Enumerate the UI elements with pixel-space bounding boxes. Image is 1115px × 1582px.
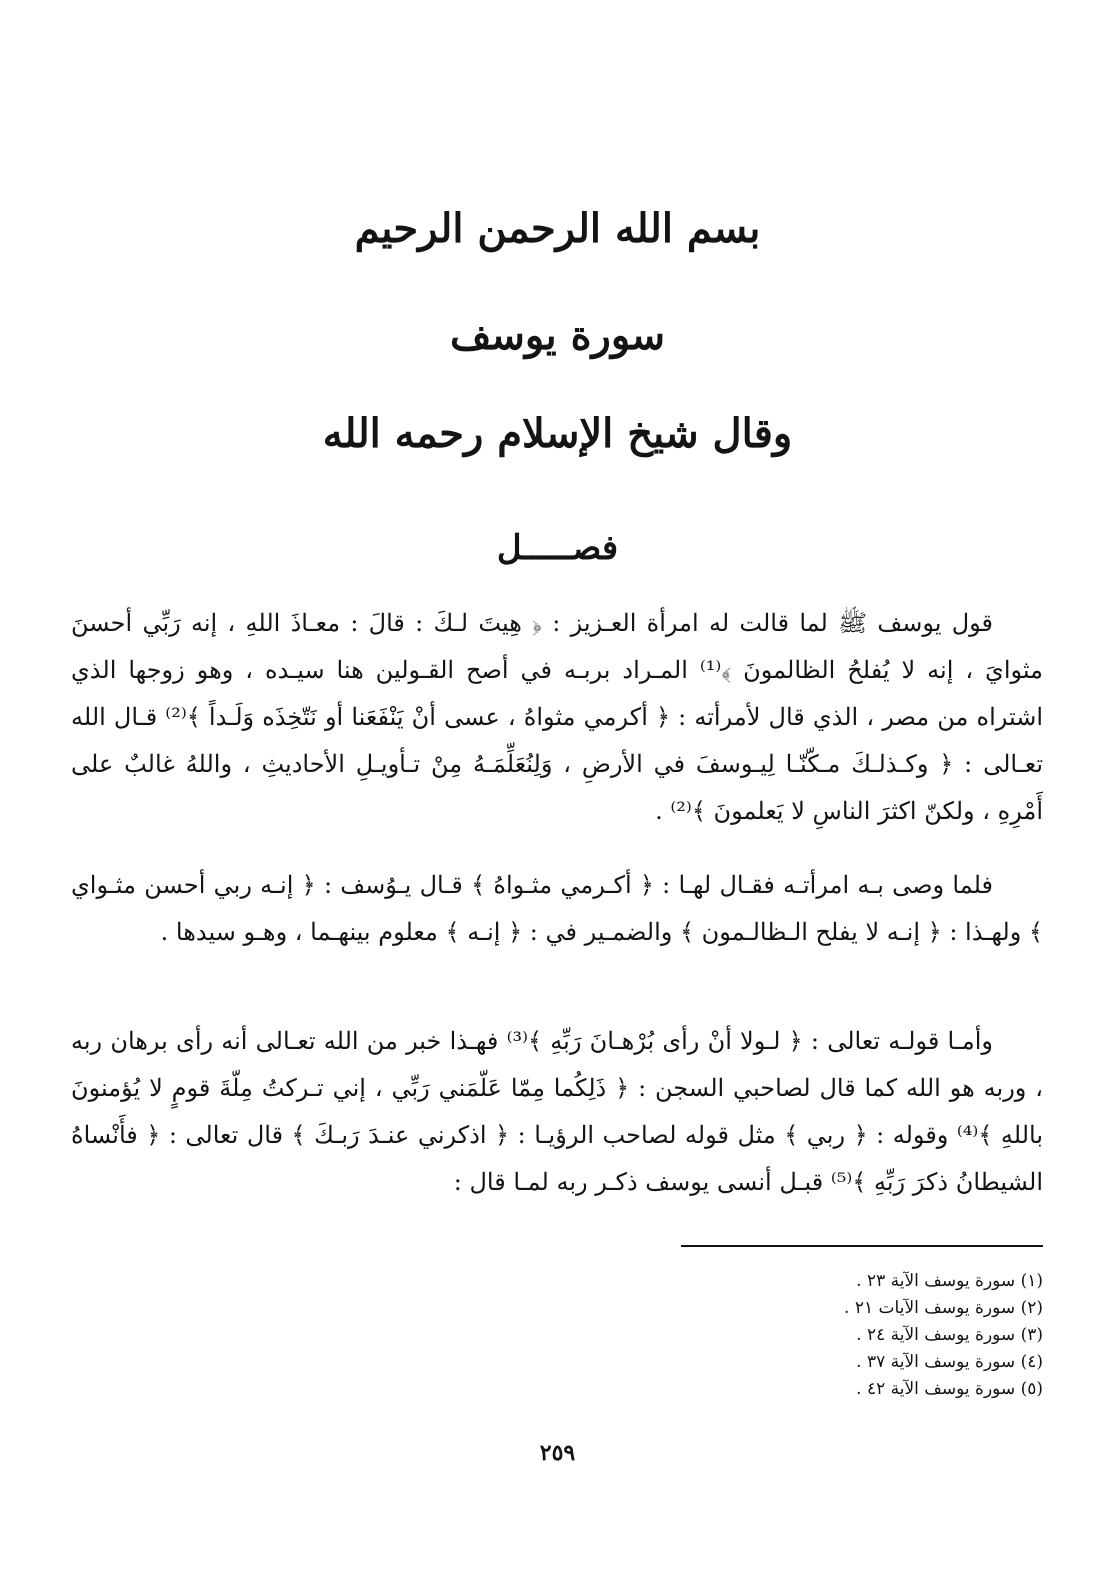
footnote-item: (٤) سورة يوسف الآية ٣٧ . — [856, 1352, 1043, 1372]
paragraph: وأمـا قولـه تعالى : ﴿ لـولا أنْ رأى بُرْهـانَ رَبِّهِ ﴾⁽³⁾ فهـذا خبر من الله تعـالى أنه رأى برهان ربه ، وربه هو الله كما قال لصاحبي السجن : ﴿ ذَلِكُما مِمّا عَلّمَني رَبِّي ، إني تـركتُ مِلّةَ قومٍ لا يُؤمنونَ باللهِ ﴾⁽⁴⁾ وقوله : ﴿ ربي ﴾ مثل قوله لصاحب الرؤيـا : ﴿ اذكرني عنـدَ رَبـكَ ﴾ قال تعالى : ﴿ فأَنْساهُ الشيطانُ ذكرَ رَبِّهِ ﴾⁽⁵⁾ قبـل أنسى يوسف ذكـر ربه لمـا قال : — [71, 1027, 1044, 1196]
footnote-item: (٢) سورة يوسف الآيات ٢١ . — [844, 1298, 1043, 1318]
paragraph-3-block — [71, 1018, 1043, 1206]
paragraph-1-block — [71, 600, 1043, 835]
footnote-item: (٥) سورة يوسف الآية ٤٢ . — [856, 1379, 1043, 1399]
author-heading: وقال شيخ الإسلام رحمه الله — [322, 410, 793, 457]
section-heading: فصـــــل — [496, 528, 619, 568]
footnote-item: (١) سورة يوسف الآية ٢٣ . — [856, 1271, 1043, 1291]
footnote-divider — [681, 1245, 1043, 1247]
paragraph: قول يوسف ﷺ لما قالت له امرأة العـزيز : ﴿ هِيتَ لـكَ : قالَ : معـاذَ اللهِ ، إنه رَبِّي أحسنَ مثوايَ ، إنه لا يُفلحُ الظالمونَ ﴾⁽¹⁾ المـراد بربـه في أصح القـولين هنا سيـده ، وهو زوجها الذي اشتراه من مصر ، الذي قال لأمرأته : ﴿ أكرمي مثواهُ ، عسى أنْ يَنْفَعَنا أو نَتّخِذَه وَلَـداً ﴾⁽²⁾ قـال الله تعـالى : ﴿ وكـذلـكَ مـكّنّـا لِيـوسفَ في الأرضِ ، وَلِنُعَلِّمَـهُ مِنْ تـأويـلِ الأحاديثِ ، واللهُ غالبٌ على أَمْرِهِ ، ولكنّ اكثرَ الناسِ لا يَعلمونَ ﴾⁽²⁾ . — [71, 609, 1043, 825]
footnote-item: (٣) سورة يوسف الآية ٢٤ . — [856, 1325, 1043, 1345]
surah-title: سورة يوسف — [449, 312, 666, 359]
paragraph: فلما وصى بـه امرأتـه فقـال لهـا : ﴿ أكـرمي مثـواهُ ﴾ قـال يـوُسف : ﴿ إنـه ربي أحسن مثـواي ﴾ ولهـذا : ﴿ إنـه لا يفلح الـظالـمون ﴾ والضمـير في : ﴿ إنـه ﴾ معلوم بينهـما ، وهـو سيدها . — [71, 871, 1043, 946]
paragraph-2-block — [71, 862, 1043, 956]
page-number: ٢٥٩ — [539, 1440, 576, 1466]
footnotes-list — [443, 1268, 1043, 1403]
basmala-heading: بسم الله الرحمن الرحيم — [354, 205, 761, 252]
